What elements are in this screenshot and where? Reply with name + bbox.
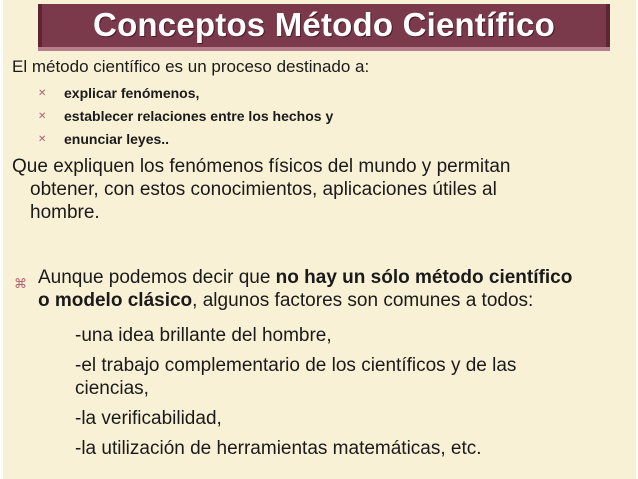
factor-item: -la utilización de herramientas matemáticas, etc. bbox=[75, 438, 482, 459]
paragraph-2-emphasis: no hay un sólo método científico bbox=[275, 267, 573, 288]
factor-list bbox=[75, 324, 516, 460]
bullet-list bbox=[38, 84, 333, 153]
x-mark-icon: ✕ bbox=[38, 88, 47, 99]
slide-title: Conceptos Método Científico bbox=[93, 6, 555, 43]
paragraph-1 bbox=[12, 155, 612, 224]
bullet-text: establecer relaciones entre los hechos y bbox=[64, 108, 334, 124]
bullet-text: enunciar leyes.. bbox=[64, 131, 170, 147]
x-mark-icon: ✕ bbox=[38, 134, 47, 145]
paragraph-1-line: Que expliquen los fenómenos físicos del mundo y permitan bbox=[12, 156, 511, 177]
title-band bbox=[38, 4, 610, 47]
intro-text: El método científico es un proceso destinado a: bbox=[12, 57, 370, 76]
paragraph-1-line: obtener, con estos conocimientos, aplicaciones útiles al bbox=[30, 179, 497, 200]
paragraph-2-suffix: , algunos factores son comunes a todos: bbox=[192, 290, 534, 311]
paragraph-2 bbox=[38, 266, 638, 312]
bullet-item bbox=[38, 84, 333, 107]
bullet-item bbox=[38, 130, 333, 153]
factor-item: -el trabajo complementario de los científicos y de las bbox=[75, 355, 517, 376]
factor-item: -una idea brillante del hombre, bbox=[75, 325, 332, 346]
bullet-item bbox=[38, 107, 333, 130]
x-mark-icon: ✕ bbox=[38, 111, 47, 122]
factor-item: ciencias, bbox=[75, 378, 149, 399]
bullet-text: explicar fenómenos, bbox=[64, 85, 200, 101]
command-key-icon: ⌘ bbox=[14, 276, 27, 291]
paragraph-2-line bbox=[38, 289, 638, 312]
paragraph-2-line bbox=[38, 266, 638, 289]
paragraph-2-emphasis: o modelo clásico bbox=[38, 290, 193, 311]
factor-item: -la verificabilidad, bbox=[75, 408, 222, 429]
paragraph-1-line: hombre. bbox=[30, 202, 100, 223]
paragraph-2-prefix: Aunque podemos decir que bbox=[38, 267, 276, 288]
